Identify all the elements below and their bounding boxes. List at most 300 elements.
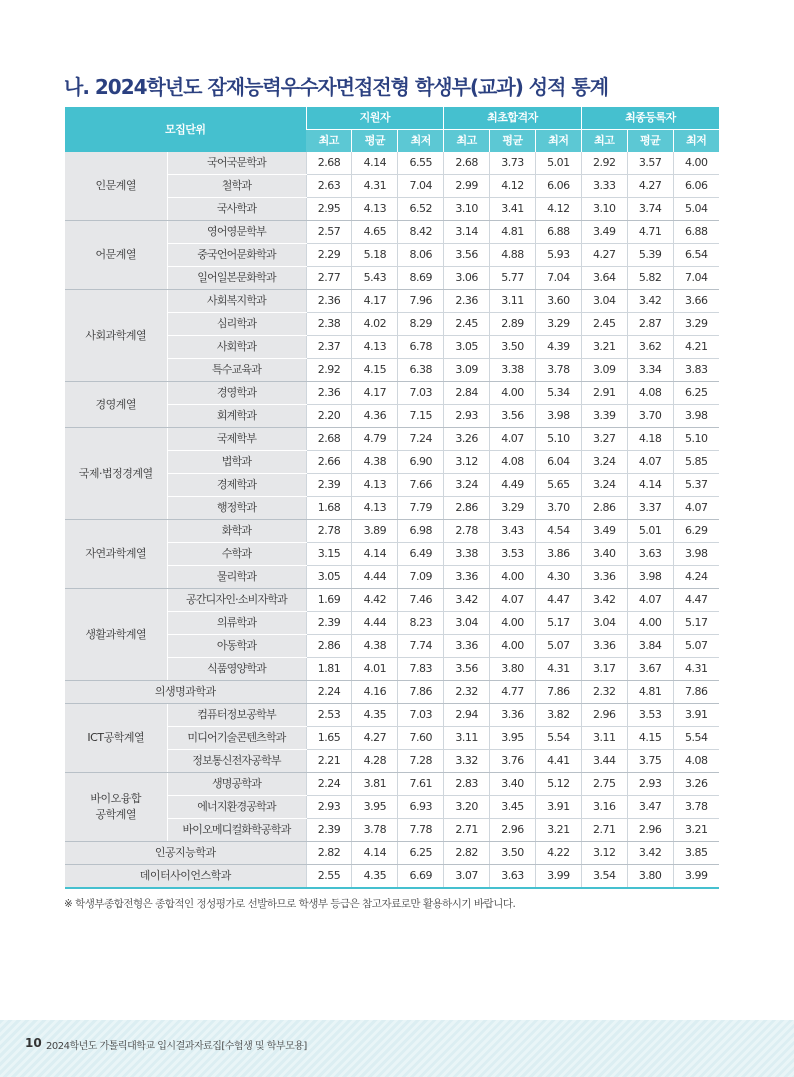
value-cell: 4.08 bbox=[490, 451, 536, 474]
value-cell: 8.06 bbox=[398, 244, 444, 267]
subheader-4: 평균 bbox=[490, 130, 536, 153]
value-cell: 5.10 bbox=[673, 428, 719, 451]
value-cell: 6.55 bbox=[398, 152, 444, 175]
value-cell: 4.17 bbox=[352, 382, 398, 405]
value-cell: 2.39 bbox=[306, 612, 352, 635]
value-cell: 4.21 bbox=[673, 336, 719, 359]
department-name: 미디어기술콘텐츠학과 bbox=[167, 727, 306, 750]
subheader-0: 최고 bbox=[306, 130, 352, 153]
value-cell: 4.07 bbox=[490, 428, 536, 451]
value-cell: 2.92 bbox=[306, 359, 352, 382]
value-cell: 7.86 bbox=[398, 681, 444, 704]
department-name: 중국언어문화학과 bbox=[167, 244, 306, 267]
value-cell: 4.28 bbox=[352, 750, 398, 773]
value-cell: 3.42 bbox=[627, 842, 673, 865]
value-cell: 3.05 bbox=[444, 336, 490, 359]
group-name: 국제·법정경계열 bbox=[65, 428, 167, 520]
value-cell: 3.98 bbox=[627, 566, 673, 589]
value-cell: 5.65 bbox=[535, 474, 581, 497]
value-cell: 6.88 bbox=[535, 221, 581, 244]
value-cell: 2.45 bbox=[444, 313, 490, 336]
header-applicants: 지원자 bbox=[306, 107, 444, 130]
value-cell: 4.12 bbox=[535, 198, 581, 221]
value-cell: 4.71 bbox=[627, 221, 673, 244]
subheader-5: 최저 bbox=[535, 130, 581, 153]
value-cell: 3.36 bbox=[581, 566, 627, 589]
value-cell: 7.04 bbox=[673, 267, 719, 290]
value-cell: 3.56 bbox=[444, 658, 490, 681]
value-cell: 3.53 bbox=[490, 543, 536, 566]
value-cell: 3.17 bbox=[581, 658, 627, 681]
value-cell: 3.73 bbox=[490, 152, 536, 175]
value-cell: 2.86 bbox=[306, 635, 352, 658]
value-cell: 4.44 bbox=[352, 612, 398, 635]
value-cell: 7.04 bbox=[398, 175, 444, 198]
value-cell: 6.98 bbox=[398, 520, 444, 543]
value-cell: 5.07 bbox=[535, 635, 581, 658]
group-name: 인문계열 bbox=[65, 152, 167, 221]
subheader-7: 평균 bbox=[627, 130, 673, 153]
department-name: 물리학과 bbox=[167, 566, 306, 589]
value-cell: 5.01 bbox=[627, 520, 673, 543]
value-cell: 5.07 bbox=[673, 635, 719, 658]
value-cell: 7.03 bbox=[398, 382, 444, 405]
value-cell: 3.43 bbox=[490, 520, 536, 543]
value-cell: 2.57 bbox=[306, 221, 352, 244]
department-name: 에너지환경공학과 bbox=[167, 796, 306, 819]
value-cell: 3.42 bbox=[627, 290, 673, 313]
value-cell: 8.29 bbox=[398, 313, 444, 336]
value-cell: 5.12 bbox=[535, 773, 581, 796]
value-cell: 3.89 bbox=[352, 520, 398, 543]
department-name: 화학과 bbox=[167, 520, 306, 543]
department-name: 수학과 bbox=[167, 543, 306, 566]
content-column bbox=[64, 74, 720, 911]
value-cell: 3.98 bbox=[673, 405, 719, 428]
value-cell: 4.36 bbox=[352, 405, 398, 428]
value-cell: 4.07 bbox=[627, 451, 673, 474]
value-cell: 7.61 bbox=[398, 773, 444, 796]
value-cell: 3.98 bbox=[673, 543, 719, 566]
value-cell: 3.85 bbox=[673, 842, 719, 865]
value-cell: 3.66 bbox=[673, 290, 719, 313]
department-name: 인공지능학과 bbox=[65, 842, 306, 865]
department-name: 사회학과 bbox=[167, 336, 306, 359]
value-cell: 2.24 bbox=[306, 773, 352, 796]
value-cell: 7.09 bbox=[398, 566, 444, 589]
value-cell: 3.75 bbox=[627, 750, 673, 773]
value-cell: 7.24 bbox=[398, 428, 444, 451]
value-cell: 3.64 bbox=[581, 267, 627, 290]
table-row bbox=[65, 681, 719, 704]
value-cell: 3.91 bbox=[535, 796, 581, 819]
table-row bbox=[65, 842, 719, 865]
value-cell: 3.45 bbox=[490, 796, 536, 819]
value-cell: 3.27 bbox=[581, 428, 627, 451]
footnote: ※ 학생부종합전형은 종합적인 정성평가로 선발하므로 학생부 등급은 참고자료로만 활용하시기 바랍니다. bbox=[64, 898, 516, 910]
department-name: 경제학과 bbox=[167, 474, 306, 497]
department-name: 정보통신전자공학부 bbox=[167, 750, 306, 773]
value-cell: 3.36 bbox=[444, 566, 490, 589]
value-cell: 3.49 bbox=[581, 221, 627, 244]
subheader-3: 최고 bbox=[444, 130, 490, 153]
group-name: 생활과학계열 bbox=[65, 589, 167, 681]
value-cell: 4.17 bbox=[352, 290, 398, 313]
group-name: 어문계열 bbox=[65, 221, 167, 290]
department-name: 국제학부 bbox=[167, 428, 306, 451]
value-cell: 3.70 bbox=[535, 497, 581, 520]
value-cell: 4.01 bbox=[352, 658, 398, 681]
value-cell: 7.46 bbox=[398, 589, 444, 612]
value-cell: 2.68 bbox=[444, 152, 490, 175]
value-cell: 4.88 bbox=[490, 244, 536, 267]
value-cell: 6.54 bbox=[673, 244, 719, 267]
value-cell: 2.39 bbox=[306, 819, 352, 842]
value-cell: 3.34 bbox=[627, 359, 673, 382]
value-cell: 4.31 bbox=[535, 658, 581, 681]
value-cell: 3.36 bbox=[490, 704, 536, 727]
value-cell: 4.14 bbox=[352, 543, 398, 566]
department-name: 아동학과 bbox=[167, 635, 306, 658]
value-cell: 3.42 bbox=[581, 589, 627, 612]
value-cell: 4.79 bbox=[352, 428, 398, 451]
value-cell: 4.13 bbox=[352, 336, 398, 359]
table-row bbox=[65, 428, 719, 451]
value-cell: 3.53 bbox=[627, 704, 673, 727]
value-cell: 3.56 bbox=[490, 405, 536, 428]
value-cell: 3.82 bbox=[535, 704, 581, 727]
value-cell: 2.93 bbox=[627, 773, 673, 796]
value-cell: 3.49 bbox=[581, 520, 627, 543]
value-cell: 4.22 bbox=[535, 842, 581, 865]
value-cell: 3.76 bbox=[490, 750, 536, 773]
group-name: 자연과학계열 bbox=[65, 520, 167, 589]
value-cell: 6.49 bbox=[398, 543, 444, 566]
value-cell: 2.29 bbox=[306, 244, 352, 267]
value-cell: 5.54 bbox=[673, 727, 719, 750]
value-cell: 3.38 bbox=[444, 543, 490, 566]
value-cell: 5.82 bbox=[627, 267, 673, 290]
value-cell: 6.38 bbox=[398, 359, 444, 382]
value-cell: 4.42 bbox=[352, 589, 398, 612]
value-cell: 3.26 bbox=[673, 773, 719, 796]
department-name: 영어영문학부 bbox=[167, 221, 306, 244]
value-cell: 4.31 bbox=[352, 175, 398, 198]
department-name: 법학과 bbox=[167, 451, 306, 474]
value-cell: 6.93 bbox=[398, 796, 444, 819]
value-cell: 4.00 bbox=[490, 612, 536, 635]
value-cell: 4.16 bbox=[352, 681, 398, 704]
value-cell: 8.69 bbox=[398, 267, 444, 290]
value-cell: 4.00 bbox=[490, 635, 536, 658]
value-cell: 3.12 bbox=[581, 842, 627, 865]
department-name: 경영학과 bbox=[167, 382, 306, 405]
value-cell: 3.29 bbox=[535, 313, 581, 336]
value-cell: 2.63 bbox=[306, 175, 352, 198]
value-cell: 3.57 bbox=[627, 152, 673, 175]
value-cell: 2.71 bbox=[444, 819, 490, 842]
value-cell: 3.83 bbox=[673, 359, 719, 382]
value-cell: 4.38 bbox=[352, 635, 398, 658]
value-cell: 4.14 bbox=[627, 474, 673, 497]
value-cell: 5.17 bbox=[535, 612, 581, 635]
department-name: 심리학과 bbox=[167, 313, 306, 336]
value-cell: 3.67 bbox=[627, 658, 673, 681]
value-cell: 2.93 bbox=[306, 796, 352, 819]
value-cell: 4.00 bbox=[673, 152, 719, 175]
value-cell: 3.24 bbox=[581, 451, 627, 474]
value-cell: 7.04 bbox=[535, 267, 581, 290]
value-cell: 4.38 bbox=[352, 451, 398, 474]
value-cell: 2.68 bbox=[306, 428, 352, 451]
value-cell: 3.98 bbox=[535, 405, 581, 428]
table-row bbox=[65, 704, 719, 727]
value-cell: 3.70 bbox=[627, 405, 673, 428]
department-name: 일어일본문화학과 bbox=[167, 267, 306, 290]
page-title: 나. 2024학년도 잠재능력우수자면접전형 학생부(교과) 성적 통계 bbox=[64, 75, 609, 99]
value-cell: 3.95 bbox=[490, 727, 536, 750]
header-final-registered: 최종등록자 bbox=[581, 107, 719, 130]
value-cell: 4.27 bbox=[627, 175, 673, 198]
value-cell: 3.95 bbox=[352, 796, 398, 819]
value-cell: 3.21 bbox=[673, 819, 719, 842]
value-cell: 4.35 bbox=[352, 704, 398, 727]
value-cell: 6.04 bbox=[535, 451, 581, 474]
value-cell: 3.21 bbox=[535, 819, 581, 842]
value-cell: 2.20 bbox=[306, 405, 352, 428]
value-cell: 3.07 bbox=[444, 865, 490, 889]
header-unit: 모집단위 bbox=[65, 107, 306, 152]
value-cell: 2.36 bbox=[306, 382, 352, 405]
value-cell: 2.24 bbox=[306, 681, 352, 704]
value-cell: 7.96 bbox=[398, 290, 444, 313]
value-cell: 3.24 bbox=[581, 474, 627, 497]
department-name: 행정학과 bbox=[167, 497, 306, 520]
page-footer bbox=[0, 1020, 794, 1077]
value-cell: 4.15 bbox=[352, 359, 398, 382]
value-cell: 6.25 bbox=[398, 842, 444, 865]
value-cell: 3.40 bbox=[490, 773, 536, 796]
value-cell: 3.39 bbox=[581, 405, 627, 428]
value-cell: 3.09 bbox=[444, 359, 490, 382]
value-cell: 4.02 bbox=[352, 313, 398, 336]
value-cell: 3.62 bbox=[627, 336, 673, 359]
value-cell: 2.66 bbox=[306, 451, 352, 474]
value-cell: 3.80 bbox=[627, 865, 673, 889]
value-cell: 7.86 bbox=[673, 681, 719, 704]
department-name: 국사학과 bbox=[167, 198, 306, 221]
value-cell: 3.54 bbox=[581, 865, 627, 889]
subheader-1: 평균 bbox=[352, 130, 398, 153]
value-cell: 4.00 bbox=[627, 612, 673, 635]
value-cell: 3.99 bbox=[673, 865, 719, 889]
value-cell: 4.65 bbox=[352, 221, 398, 244]
department-name: 생명공학과 bbox=[167, 773, 306, 796]
value-cell: 3.60 bbox=[535, 290, 581, 313]
value-cell: 3.06 bbox=[444, 267, 490, 290]
value-cell: 3.36 bbox=[581, 635, 627, 658]
value-cell: 4.47 bbox=[673, 589, 719, 612]
value-cell: 5.39 bbox=[627, 244, 673, 267]
value-cell: 2.75 bbox=[581, 773, 627, 796]
value-cell: 3.84 bbox=[627, 635, 673, 658]
value-cell: 3.16 bbox=[581, 796, 627, 819]
value-cell: 2.53 bbox=[306, 704, 352, 727]
department-name: 국어국문학과 bbox=[167, 152, 306, 175]
value-cell: 3.38 bbox=[490, 359, 536, 382]
department-name: 바이오메디컬화학공학과 bbox=[167, 819, 306, 842]
value-cell: 2.99 bbox=[444, 175, 490, 198]
department-name: 특수교육과 bbox=[167, 359, 306, 382]
value-cell: 2.32 bbox=[444, 681, 490, 704]
value-cell: 2.82 bbox=[306, 842, 352, 865]
value-cell: 2.71 bbox=[581, 819, 627, 842]
group-name: 바이오융합 공학계열 bbox=[65, 773, 167, 842]
value-cell: 3.29 bbox=[490, 497, 536, 520]
department-name: 식품영양학과 bbox=[167, 658, 306, 681]
value-cell: 6.25 bbox=[673, 382, 719, 405]
value-cell: 2.21 bbox=[306, 750, 352, 773]
value-cell: 4.31 bbox=[673, 658, 719, 681]
value-cell: 3.11 bbox=[444, 727, 490, 750]
value-cell: 6.78 bbox=[398, 336, 444, 359]
value-cell: 4.07 bbox=[673, 497, 719, 520]
value-cell: 5.93 bbox=[535, 244, 581, 267]
value-cell: 2.86 bbox=[581, 497, 627, 520]
value-cell: 4.27 bbox=[352, 727, 398, 750]
value-cell: 3.29 bbox=[673, 313, 719, 336]
value-cell: 3.21 bbox=[581, 336, 627, 359]
table-row bbox=[65, 290, 719, 313]
department-name: 컴퓨터정보공학부 bbox=[167, 704, 306, 727]
value-cell: 4.13 bbox=[352, 198, 398, 221]
value-cell: 3.04 bbox=[444, 612, 490, 635]
value-cell: 4.00 bbox=[490, 566, 536, 589]
value-cell: 6.69 bbox=[398, 865, 444, 889]
value-cell: 3.37 bbox=[627, 497, 673, 520]
value-cell: 5.37 bbox=[673, 474, 719, 497]
table-row bbox=[65, 520, 719, 543]
subheader-2: 최저 bbox=[398, 130, 444, 153]
value-cell: 3.26 bbox=[444, 428, 490, 451]
value-cell: 4.41 bbox=[535, 750, 581, 773]
value-cell: 4.44 bbox=[352, 566, 398, 589]
value-cell: 4.08 bbox=[673, 750, 719, 773]
value-cell: 3.44 bbox=[581, 750, 627, 773]
value-cell: 5.43 bbox=[352, 267, 398, 290]
value-cell: 2.36 bbox=[444, 290, 490, 313]
value-cell: 2.83 bbox=[444, 773, 490, 796]
value-cell: 2.38 bbox=[306, 313, 352, 336]
value-cell: 3.56 bbox=[444, 244, 490, 267]
value-cell: 7.15 bbox=[398, 405, 444, 428]
value-cell: 6.52 bbox=[398, 198, 444, 221]
value-cell: 2.45 bbox=[581, 313, 627, 336]
value-cell: 3.78 bbox=[673, 796, 719, 819]
value-cell: 3.99 bbox=[535, 865, 581, 889]
value-cell: 2.96 bbox=[490, 819, 536, 842]
value-cell: 7.74 bbox=[398, 635, 444, 658]
value-cell: 2.92 bbox=[581, 152, 627, 175]
value-cell: 4.13 bbox=[352, 474, 398, 497]
department-name: 철학과 bbox=[167, 175, 306, 198]
table-row bbox=[65, 221, 719, 244]
value-cell: 3.42 bbox=[444, 589, 490, 612]
value-cell: 5.85 bbox=[673, 451, 719, 474]
value-cell: 3.74 bbox=[627, 198, 673, 221]
value-cell: 4.49 bbox=[490, 474, 536, 497]
table-row bbox=[65, 589, 719, 612]
value-cell: 4.14 bbox=[352, 152, 398, 175]
value-cell: 3.20 bbox=[444, 796, 490, 819]
table-row bbox=[65, 865, 719, 889]
value-cell: 4.24 bbox=[673, 566, 719, 589]
value-cell: 3.86 bbox=[535, 543, 581, 566]
value-cell: 6.06 bbox=[535, 175, 581, 198]
value-cell: 3.91 bbox=[673, 704, 719, 727]
value-cell: 3.81 bbox=[352, 773, 398, 796]
value-cell: 3.50 bbox=[490, 336, 536, 359]
value-cell: 3.80 bbox=[490, 658, 536, 681]
value-cell: 2.93 bbox=[444, 405, 490, 428]
value-cell: 7.78 bbox=[398, 819, 444, 842]
value-cell: 5.54 bbox=[535, 727, 581, 750]
value-cell: 6.29 bbox=[673, 520, 719, 543]
value-cell: 3.04 bbox=[581, 612, 627, 635]
value-cell: 3.05 bbox=[306, 566, 352, 589]
value-cell: 2.91 bbox=[581, 382, 627, 405]
value-cell: 7.60 bbox=[398, 727, 444, 750]
group-name: 경영계열 bbox=[65, 382, 167, 428]
value-cell: 3.63 bbox=[490, 865, 536, 889]
value-cell: 4.81 bbox=[490, 221, 536, 244]
value-cell: 2.84 bbox=[444, 382, 490, 405]
value-cell: 4.00 bbox=[490, 382, 536, 405]
value-cell: 3.41 bbox=[490, 198, 536, 221]
value-cell: 4.07 bbox=[627, 589, 673, 612]
value-cell: 4.27 bbox=[581, 244, 627, 267]
value-cell: 7.28 bbox=[398, 750, 444, 773]
value-cell: 3.33 bbox=[581, 175, 627, 198]
value-cell: 4.13 bbox=[352, 497, 398, 520]
table-body bbox=[65, 152, 719, 888]
value-cell: 4.47 bbox=[535, 589, 581, 612]
value-cell: 3.63 bbox=[627, 543, 673, 566]
value-cell: 3.14 bbox=[444, 221, 490, 244]
subheader-8: 최저 bbox=[673, 130, 719, 153]
value-cell: 5.77 bbox=[490, 267, 536, 290]
value-cell: 8.23 bbox=[398, 612, 444, 635]
value-cell: 2.78 bbox=[306, 520, 352, 543]
value-cell: 2.36 bbox=[306, 290, 352, 313]
value-cell: 3.10 bbox=[444, 198, 490, 221]
value-cell: 6.06 bbox=[673, 175, 719, 198]
department-name: 공간디자인·소비자학과 bbox=[167, 589, 306, 612]
value-cell: 2.87 bbox=[627, 313, 673, 336]
table-row bbox=[65, 152, 719, 175]
value-cell: 7.79 bbox=[398, 497, 444, 520]
value-cell: 3.36 bbox=[444, 635, 490, 658]
value-cell: 5.01 bbox=[535, 152, 581, 175]
value-cell: 3.12 bbox=[444, 451, 490, 474]
department-name: 의생명과학과 bbox=[65, 681, 306, 704]
value-cell: 2.77 bbox=[306, 267, 352, 290]
group-name: 사회과학계열 bbox=[65, 290, 167, 382]
value-cell: 7.66 bbox=[398, 474, 444, 497]
value-cell: 3.09 bbox=[581, 359, 627, 382]
value-cell: 4.14 bbox=[352, 842, 398, 865]
value-cell: 2.39 bbox=[306, 474, 352, 497]
